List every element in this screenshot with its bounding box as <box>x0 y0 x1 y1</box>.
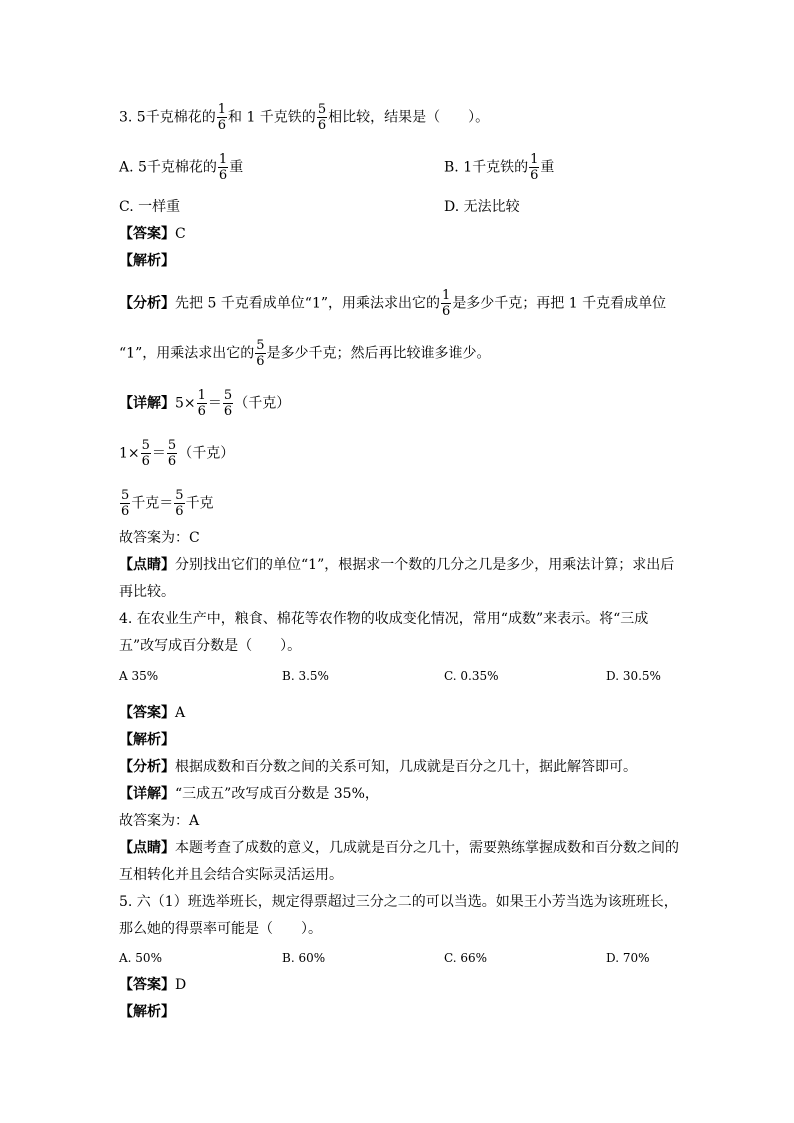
fraction-five-sixths: $\frac{5}{6}$ <box>317 102 327 133</box>
q3-analysis-line-1: 【分析】先把 5 千克看成单位“1”，用乘法求出它的 $\frac{1}{6}$ 是多少千克；再把 1 千克看成单位 <box>119 288 667 319</box>
q4-option-c[interactable]: C. 0.35% <box>444 669 499 683</box>
q3-dianjing-line-1: 【点睛】分别找出它们的单位“1”，根据求一个数的几分之几是多少，用乘法计算；求出后 <box>119 557 675 573</box>
q5-stem-line-1: 5. 六（1）班选举班长，规定得票超过三分之二的可以当选。如果王小芳当选为该班班长， <box>119 894 678 910</box>
q4-detail: 【详解】“三成五”改写成百分数是 35%， <box>119 786 379 802</box>
fraction-five-sixths: $\frac{5}{6}$ <box>256 338 265 369</box>
fraction-five-sixths: $\frac{5}{6}$ <box>175 488 184 519</box>
q4-jiexi-heading: 【解析】 <box>119 732 175 748</box>
q5-option-a[interactable]: A. 50% <box>119 951 162 965</box>
q3-calc-line-3: $\frac{5}{6}$ 千克＝ $\frac{5}{6}$ 千克 <box>121 488 214 519</box>
fraction-five-sixths: $\frac{5}{6}$ <box>223 388 233 419</box>
q4-answer: 【答案】A <box>119 705 186 721</box>
fraction-one-sixth: $\frac{1}{6}$ <box>197 388 206 419</box>
fraction-five-sixths: $\frac{5}{6}$ <box>141 438 150 469</box>
q5-option-b[interactable]: B. 60% <box>282 951 326 965</box>
q4-option-a[interactable]: A 35% <box>119 669 159 683</box>
q3-calc-line-1: 【详解】5× $\frac{1}{6}$ ＝ $\frac{5}{6}$ （千克） <box>119 388 291 419</box>
q3-calc-line-2: 1× $\frac{5}{6}$ ＝ $\frac{5}{6}$ （千克） <box>119 438 235 469</box>
q4-stem-line-1: 4. 在农业生产中，粮食、棉花等农作物的收成变化情况，常用“成数”来表示。将“三成 <box>119 611 649 627</box>
q4-dianjing-line-2: 互相转化并且会结合实际灵活运用。 <box>119 867 343 883</box>
q5-option-d[interactable]: D. 70% <box>606 951 650 965</box>
q3-dianjing-line-2: 再比较。 <box>119 584 175 600</box>
q4-stem-line-2: 五”改写成百分数是（ ）。 <box>119 638 302 654</box>
q5-answer: 【答案】D <box>119 977 187 993</box>
q4-option-b[interactable]: B. 3.5% <box>282 669 329 683</box>
fraction-five-sixths: $\frac{5}{6}$ <box>121 488 130 519</box>
q4-dianjing-line-1: 【点睛】本题考查了成数的意义，几成就是百分之几十，需要熟练掌握成数和百分数之间的 <box>119 840 679 856</box>
fraction-five-sixths: $\frac{5}{6}$ <box>167 438 177 469</box>
q5-stem-line-2: 那么她的得票率可能是（ ）。 <box>119 921 322 937</box>
fraction-one-sixth: $\frac{1}{6}$ <box>218 152 228 183</box>
q3-option-b[interactable]: B. 1千克铁的 $\frac{1}{6}$ 重 <box>444 152 555 183</box>
fraction-one-sixth: $\frac{1}{6}$ <box>530 152 539 183</box>
q3-jiexi-heading: 【解析】 <box>119 253 175 269</box>
fraction-one-sixth: $\frac{1}{6}$ <box>442 288 451 319</box>
q3-option-a[interactable]: A. 5千克棉花的 $\frac{1}{6}$ 重 <box>119 152 244 183</box>
q3-option-c[interactable]: C. 一样重 <box>119 199 181 215</box>
q3-answer: 【答案】C <box>119 226 186 242</box>
q5-option-c[interactable]: C. 66% <box>444 951 488 965</box>
q3-final-answer: 故答案为：C <box>119 530 200 546</box>
q4-final-answer: 故答案为：A <box>119 813 200 829</box>
q3-analysis-line-2: “1”，用乘法求出它的 $\frac{5}{6}$ 是多少千克；然后再比较谁多谁少。 <box>119 338 491 369</box>
q3-option-d[interactable]: D. 无法比较 <box>444 199 520 215</box>
q3-stem: 3. 5千克棉花的 $\frac{1}{6}$ 和 1 千克铁的 $\frac{5}{6}$ 相比较，结果是（ ）。 <box>119 102 490 133</box>
q4-option-d[interactable]: D. 30.5% <box>606 669 661 683</box>
q4-analysis: 【分析】根据成数和百分数之间的关系可知，几成就是百分之几十，据此解答即可。 <box>119 759 637 775</box>
q5-jiexi-heading: 【解析】 <box>119 1004 175 1020</box>
fraction-one-sixth: $\frac{1}{6}$ <box>217 102 226 133</box>
